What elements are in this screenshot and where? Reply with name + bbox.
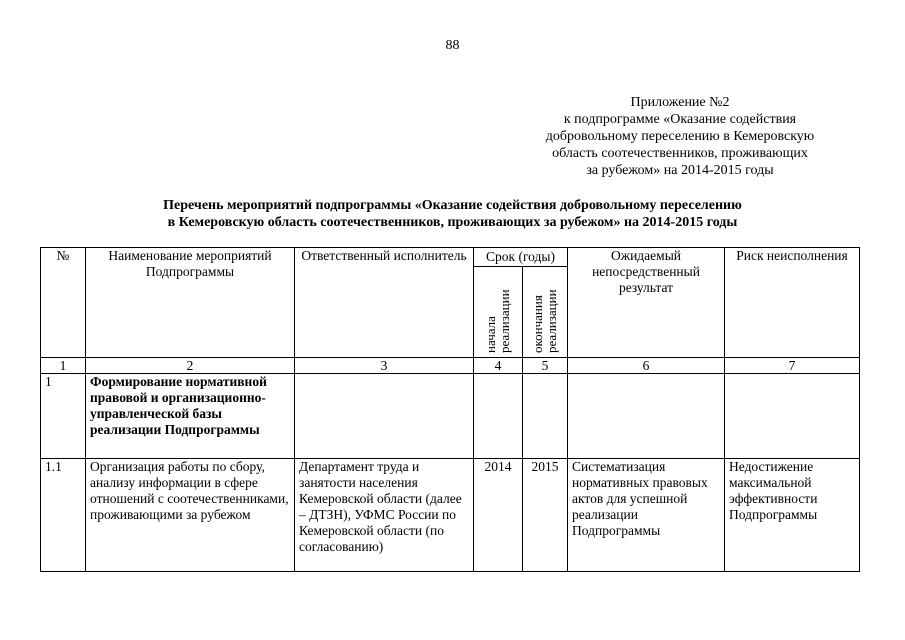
column-number: 3: [295, 358, 474, 374]
row-start: 2014: [474, 459, 523, 572]
appendix-note: [520, 94, 840, 179]
row-start: [474, 374, 523, 459]
appendix-line: область соотечественников, проживающих: [552, 146, 808, 161]
row-result: [568, 374, 725, 459]
row-num: 1: [41, 374, 86, 459]
header-term-end: окончания реализации: [530, 289, 559, 353]
row-risk: [725, 374, 860, 459]
table-row: [41, 374, 860, 459]
measures-table: [40, 247, 860, 572]
header-term-start: начала реализации: [483, 289, 512, 353]
column-number-row: [41, 358, 860, 374]
column-number: 1: [41, 358, 86, 374]
document-title-line: Перечень мероприятий подпрограммы «Оказание содействия добровольному переселению: [163, 198, 742, 213]
header-term-end-cell: [523, 267, 568, 358]
column-number: 6: [568, 358, 725, 374]
row-name: Формирование нормативной правовой и организационно-управленческой базы реализации Подпрограммы: [86, 374, 295, 459]
row-end: [523, 374, 568, 459]
column-number: 2: [86, 358, 295, 374]
appendix-line: за рубежом» на 2014-2015 годы: [586, 163, 774, 178]
appendix-line: к подпрограмме «Оказание содействия: [563, 112, 797, 127]
row-executor: Департамент труда и занятости населения Кемеровской области (далее – ДТЗН), УФМС России по Кемеровской области (по согласованию): [295, 459, 474, 572]
header-term: Срок (годы): [474, 248, 568, 267]
appendix-line: Приложение №2: [630, 95, 730, 110]
header-term-start-cell: [474, 267, 523, 358]
row-name: Организация работы по сбору, анализу информации в сфере отношений с соотечественниками, проживающими за рубежом: [86, 459, 295, 572]
row-num: 1.1: [41, 459, 86, 572]
page-number: 88: [445, 38, 460, 53]
document-title-line: в Кемеровскую область соотечественников, проживающих за рубежом» на 2014-2015 годы: [167, 215, 738, 230]
column-number: 7: [725, 358, 860, 374]
column-number: 5: [523, 358, 568, 374]
document-title: [0, 197, 905, 231]
header-risk: Риск неисполнения: [725, 248, 860, 358]
table-row: [41, 459, 860, 572]
column-number: 4: [474, 358, 523, 374]
row-executor: [295, 374, 474, 459]
header-result: Ожидаемый непосредственный результат: [568, 248, 725, 358]
header-executor: Ответственный исполнитель: [295, 248, 474, 358]
table-header-row: [41, 248, 860, 267]
row-risk: Недостижение максимальной эффективности Подпрограммы: [725, 459, 860, 572]
appendix-line: добровольному переселению в Кемеровскую: [545, 129, 815, 144]
row-result: Систематизация нормативных правовых актов для успешной реализации Подпрограммы: [568, 459, 725, 572]
row-end: 2015: [523, 459, 568, 572]
header-num: №: [41, 248, 86, 358]
header-name: Наименование мероприятий Подпрограммы: [86, 248, 295, 358]
